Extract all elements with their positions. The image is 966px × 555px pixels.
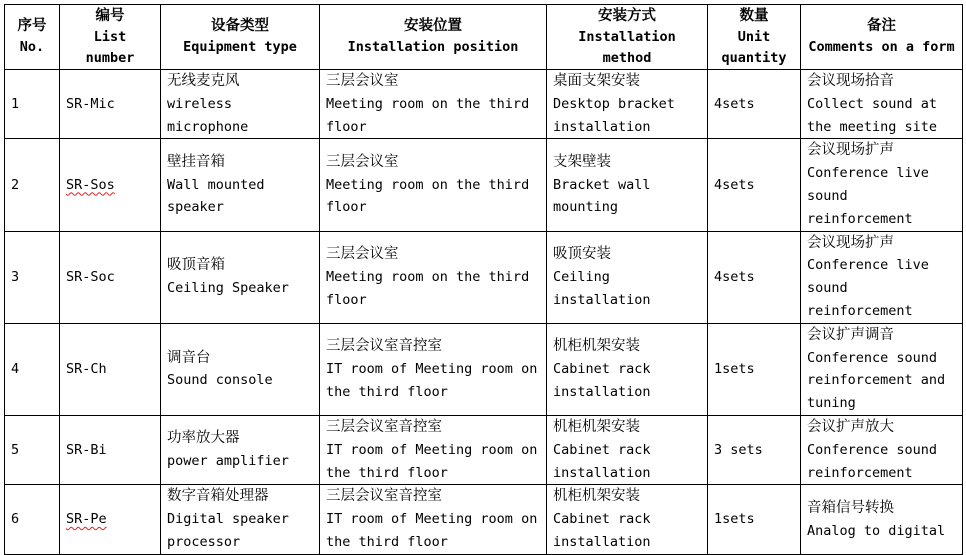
comment-en-line: reinforcement [807, 210, 913, 227]
position-en-line: Meeting room on the third [326, 95, 530, 112]
cell-no: 5 [5, 415, 60, 484]
position-en-line: Meeting room on the third [326, 268, 530, 285]
cell-method [547, 70, 708, 139]
comment-en-line: the meeting site [807, 118, 938, 135]
header-position-cn: 安装位置 [404, 18, 462, 34]
document-page [4, 4, 963, 555]
header-method-en2: method [602, 49, 652, 66]
position-en-line: the third floor [326, 464, 448, 481]
position-en-line: floor [326, 199, 367, 216]
type-en-line: processor [167, 533, 241, 550]
type-cn: 无线麦克风 [167, 73, 240, 89]
comment-cn: 会议现场拾音 [807, 73, 894, 89]
method-cn: 支架壁装 [553, 153, 611, 170]
cell-code [60, 231, 161, 323]
cell-type [161, 139, 320, 231]
position-en-line: Meeting room on the third [326, 176, 530, 193]
cell-no: 6 [5, 485, 60, 554]
table-row [5, 139, 963, 231]
header-equipment-type [161, 5, 320, 70]
method-en-line: Cabinet rack [553, 360, 651, 377]
table-row [5, 231, 963, 323]
method-en-line: Cabinet rack [553, 441, 651, 458]
code-text: SR-Bi [66, 441, 107, 458]
position-cn: 三层会议室 [326, 73, 399, 89]
header-unit-quantity [708, 5, 801, 70]
cell-type [161, 231, 320, 323]
position-en-line: the third floor [326, 383, 448, 400]
table-row [5, 485, 963, 554]
cell-no: 2 [5, 139, 60, 231]
method-en-line: installation [553, 533, 651, 550]
cell-method [547, 323, 708, 415]
comment-en-line: reinforcement and [807, 372, 946, 389]
type-cn: 壁挂音箱 [167, 153, 225, 170]
method-en-line: installation [553, 118, 651, 135]
method-en-line: Ceiling [553, 268, 610, 285]
position-en-line: IT room of Meeting room on [326, 360, 538, 377]
header-list-en2: number [85, 49, 135, 66]
cell-no: 3 [5, 231, 60, 323]
comment-en-line: Collect sound at [807, 95, 938, 112]
cell-code [60, 323, 161, 415]
header-type-cn: 设备类型 [211, 18, 269, 34]
cell-type [161, 70, 320, 139]
position-cn: 三层会议室 [326, 245, 399, 262]
cell-position [320, 231, 547, 323]
header-installation-method [547, 5, 708, 70]
cell-qty: 4sets [708, 70, 801, 139]
header-no [5, 5, 60, 70]
header-comments [801, 5, 963, 70]
cell-qty: 1sets [708, 485, 801, 554]
type-en-line: Wall mounted [167, 176, 265, 193]
cell-qty: 4sets [708, 231, 801, 323]
cell-position [320, 323, 547, 415]
cell-comment [801, 415, 963, 484]
method-en-line: installation [553, 383, 651, 400]
cell-comment [801, 70, 963, 139]
cell-qty: 4sets [708, 139, 801, 231]
table-header-row [5, 5, 963, 70]
header-installation-position [320, 5, 547, 70]
type-en-line: wireless [167, 95, 233, 112]
header-qty-cn: 数量 [739, 7, 769, 24]
cell-comment [801, 323, 963, 415]
method-en-line: installation [553, 464, 651, 481]
method-en-line: Bracket wall [553, 176, 651, 193]
method-en-line: Desktop bracket [553, 95, 675, 112]
comment-en-line: Conference live [807, 165, 929, 182]
method-en-line: Cabinet rack [553, 511, 651, 528]
header-method-en1: Installation [578, 28, 676, 45]
position-cn: 三层会议室音控室 [326, 338, 442, 355]
header-comments-en: Comments on a form [808, 39, 955, 55]
header-comments-cn: 备注 [867, 18, 896, 34]
method-cn: 机柜机架安装 [553, 338, 640, 355]
comment-cn: 会议扩声调音 [807, 326, 894, 343]
cell-comment [801, 139, 963, 231]
comment-en-line: reinforcement [807, 464, 913, 481]
cell-code [60, 70, 161, 139]
code-text: SR-Pe [66, 511, 107, 528]
cell-code [60, 485, 161, 554]
comment-en-line: Conference sound [807, 441, 938, 458]
header-qty-en2: quantity [721, 49, 787, 66]
code-text: SR-Soc [66, 268, 115, 285]
header-no-en: No. [19, 39, 45, 55]
position-en-line: the third floor [326, 533, 448, 550]
cell-position [320, 70, 547, 139]
method-cn: 桌面支架安装 [553, 73, 640, 89]
comment-cn: 音箱信号转换 [807, 499, 894, 516]
method-cn: 吸顶安装 [553, 245, 611, 262]
cell-comment [801, 485, 963, 554]
cell-position [320, 415, 547, 484]
code-text: SR-Sos [66, 176, 115, 193]
cell-method [547, 139, 708, 231]
comment-en-line: Conference live [807, 257, 929, 274]
cell-no: 4 [5, 323, 60, 415]
cell-comment [801, 231, 963, 323]
code-text: SR-Mic [66, 95, 115, 112]
comment-en-line: sound [807, 187, 848, 204]
code-text: SR-Ch [66, 360, 107, 377]
type-cn: 吸顶音箱 [167, 257, 225, 274]
position-cn: 三层会议室音控室 [326, 418, 442, 435]
cell-method [547, 231, 708, 323]
type-en-line: microphone [167, 118, 249, 135]
cell-type [161, 323, 320, 415]
position-en-line: floor [326, 291, 367, 308]
comment-cn: 会议现场扩声 [807, 142, 894, 159]
cell-position [320, 485, 547, 554]
comment-en-line: tuning [807, 395, 856, 412]
type-cn: 调音台 [167, 349, 211, 366]
cell-no: 1 [5, 70, 60, 139]
type-en-line: Digital speaker [167, 511, 289, 528]
table-row [5, 415, 963, 484]
header-type-en: Equipment type [183, 39, 297, 55]
type-en-line: power amplifier [167, 453, 289, 470]
cell-position [320, 139, 547, 231]
table-row [5, 323, 963, 415]
type-en-line: speaker [167, 199, 224, 216]
position-cn: 三层会议室音控室 [326, 488, 442, 505]
comment-en-line: Analog to digital [807, 522, 946, 539]
type-cn: 功率放大器 [167, 430, 240, 447]
position-en-line: IT room of Meeting room on [326, 511, 538, 528]
header-method-cn: 安装方式 [598, 7, 656, 24]
method-en-line: mounting [553, 199, 619, 216]
header-list-en1: List [93, 28, 127, 45]
cell-code [60, 139, 161, 231]
comment-cn: 会议现场扩声 [807, 234, 894, 251]
comment-en-line: reinforcement [807, 302, 913, 319]
position-cn: 三层会议室 [326, 153, 399, 170]
type-en-line: Sound console [167, 372, 273, 389]
header-position-en: Installation position [347, 39, 519, 55]
comment-cn: 会议扩声放大 [807, 418, 894, 435]
cell-qty: 1sets [708, 323, 801, 415]
cell-qty: 3 sets [708, 415, 801, 484]
equipment-table [4, 4, 963, 555]
cell-code [60, 415, 161, 484]
header-no-cn: 序号 [17, 18, 47, 34]
cell-type [161, 485, 320, 554]
cell-method [547, 485, 708, 554]
comment-en-line: sound [807, 280, 848, 297]
comment-en-line: Conference sound [807, 349, 938, 366]
position-en-line: IT room of Meeting room on [326, 441, 538, 458]
method-en-line: installation [553, 291, 651, 308]
method-cn: 机柜机架安装 [553, 418, 640, 435]
header-qty-en1: Unit [737, 28, 771, 45]
cell-method [547, 415, 708, 484]
method-cn: 机柜机架安装 [553, 488, 640, 505]
table-row [5, 70, 963, 139]
header-list-number [60, 5, 161, 70]
type-en-line: Ceiling Speaker [167, 280, 289, 297]
type-cn: 数字音箱处理器 [167, 488, 269, 505]
position-en-line: floor [326, 118, 367, 135]
header-list-cn: 编号 [95, 7, 125, 24]
cell-type [161, 415, 320, 484]
